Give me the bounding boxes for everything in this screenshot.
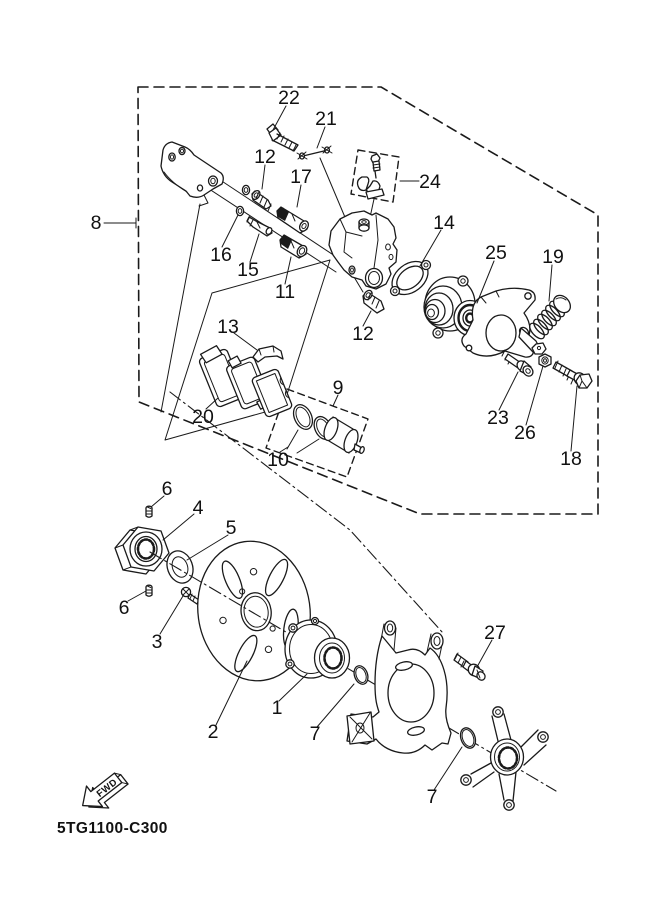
screw-6-lower — [146, 585, 152, 596]
axle-nut-4 — [115, 527, 169, 574]
callout-20: 20 — [192, 406, 214, 428]
callout-6-b: 6 — [118, 597, 130, 619]
knuckle — [347, 621, 451, 753]
screw-3 — [181, 587, 199, 604]
callout-7-b: 7 — [426, 786, 438, 808]
piston-10 — [321, 416, 365, 455]
callout-21: 21 — [315, 108, 337, 130]
callout-24: 24 — [419, 171, 441, 193]
callout-27: 27 — [484, 622, 506, 644]
callout-7-a: 7 — [309, 723, 321, 745]
callout-9: 9 — [332, 377, 344, 399]
nut-26 — [539, 354, 551, 367]
bushing-12-upper — [250, 189, 271, 211]
callout-23: 23 — [487, 407, 509, 429]
bushing-12-lower — [362, 289, 384, 313]
callout-16: 16 — [210, 244, 232, 266]
callout-17: 17 — [290, 166, 312, 188]
brake-pad-b — [251, 368, 293, 417]
screw-6-upper — [146, 506, 152, 517]
fwd-arrow — [75, 765, 133, 820]
o-ring-7-spider — [458, 726, 478, 751]
callout-15: 15 — [237, 259, 259, 281]
slide-pin-17 — [277, 207, 310, 233]
callout-13: 13 — [217, 316, 239, 338]
callout-6-a: 6 — [161, 478, 173, 500]
pad-pin-21 — [297, 146, 332, 159]
callout-5: 5 — [225, 517, 237, 539]
washer-small — [242, 185, 249, 194]
callout-11: 11 — [274, 281, 296, 303]
washer-16 — [236, 206, 243, 215]
bleed-screw-24 — [371, 154, 380, 178]
callout-25: 25 — [485, 242, 507, 264]
diagram-code: 5TG1100-C300 — [57, 820, 168, 837]
callout-8: 8 — [90, 212, 102, 234]
callout-12-b: 12 — [352, 323, 374, 345]
seal-leader-lines — [287, 430, 319, 453]
hub-1 — [285, 618, 350, 679]
caliper-body — [329, 211, 397, 289]
callout-12-a: 12 — [254, 146, 276, 168]
sleeve-11 — [280, 235, 309, 258]
callout-22: 22 — [278, 87, 300, 109]
o-ring-7-hub — [352, 664, 371, 686]
callout-2: 2 — [207, 721, 219, 743]
callout-10: 10 — [267, 449, 289, 471]
caliper-bracket — [161, 142, 223, 206]
callout-3: 3 — [151, 631, 163, 653]
wheel-hub-spider — [461, 707, 548, 810]
callout-1: 1 — [271, 697, 283, 719]
fwd-label: FWD — [94, 776, 120, 800]
bolt-18 — [553, 361, 592, 388]
callout-4: 4 — [192, 497, 204, 519]
piston-seal-a — [290, 402, 316, 433]
slide-pin-15 — [247, 216, 273, 236]
callout-19: 19 — [542, 246, 564, 268]
pad-clip-13 — [253, 346, 283, 362]
callout-14: 14 — [433, 212, 455, 234]
callout-26: 26 — [514, 422, 536, 444]
callout-18: 18 — [560, 448, 582, 470]
